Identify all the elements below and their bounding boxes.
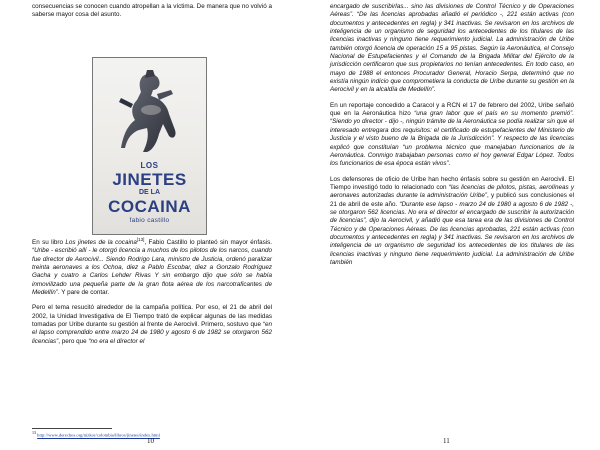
quotation: “una gran labor que el país en su momento premió”. “Siendo yo director - dijo -, ningún trámite de la Aeronáutica se podía realizar sin que el interesado entregara dos requisitos: el certificado de estupefacientes del Ministerio de Justicia y el visto bueno de la Brigada de la Jurisdicción”. Y respecto de las licencias explicó que constituían “un problema técnico que manejaban funcionarios de la Aeronáutica. Conmigo trabajaban personas como el hoy general Edgar López. Todos los funcionarios de esa época están vivos”. <box>330 110 575 168</box>
text-run: , Fabio Castillo lo planteó sin mayor énfasis. <box>144 239 273 246</box>
quotation: “Durante ese lapso - marzo 24 de 1980 a agosto 6 de 1982 -, se otorgaron 562 licencias. No era el director el encargado de suscribir la autorización de licencias”, dijo la Aerocivil, y añadió que esa tarea era de las divisiones de Control Técnico y de Operaciones Aéreas. De las licencias aprobadas, 221 están activas (con documentos y antecedentes en regla) y 341 inactivas. Se revisaron en los archivos de inteligencia de un organismo de seguridad los antecedentes de los titulares de las licencias inactivas y ninguno tiene requerimiento judicial. La administración de Uribe también <box>330 200 574 266</box>
cover-title-line1: JINETES <box>112 170 187 189</box>
footnote-divider <box>32 428 112 429</box>
page-number: 11 <box>443 437 450 445</box>
right-page <box>300 0 600 450</box>
quotation: “las licencias de pilotos, pistas, aerolíneas y aeronaves autorizadas durante la administración Uribe” <box>330 183 574 200</box>
book-title-citation: Los jinetes de la cocaina <box>65 239 137 246</box>
book-cover-image <box>92 57 207 235</box>
footnote <box>32 430 160 439</box>
page-number: 10 <box>147 437 154 445</box>
cover-pretitle: LOS <box>140 161 159 170</box>
paragraph <box>330 176 574 268</box>
quotation: “Uribe - escribió allí - le otorgó licencia a muchos de los pilotos de los narcos, cuando fue director de Aerocivil... Siendo Rodrigo Lara, ministro de Justicia, ordenó paralizar treinta aeronaves a los Ochoa, diez a Pablo Escobar, diez a Gonzalo Rodríguez Gacha y cuatro a Carlos Lehder Rivas Y sin embargo dijo que sólo se había inmovilizado una pequeña parte de la gran flota aérea de los narcotraficantes de Medellín” <box>32 247 272 297</box>
footnote-ref-number: 13 <box>138 236 144 242</box>
text-run: Los defensores de oficio de Uribe han hecho énfasis sobre su gestión en Aerocivil. El Tiempo investigó todo lo relacionado con <box>330 175 574 191</box>
text-run: . Y pare de contar. <box>57 289 110 297</box>
text-run: En su libro <box>32 239 66 246</box>
footnote-number: 13 <box>32 430 36 435</box>
footnote-link[interactable]: http://www.derechos.org/nizkor/colombia/libros/jinetes/index.html <box>37 432 160 438</box>
cover-title-line2: DE LA <box>139 189 160 196</box>
text-run: Pero el tema resucitó alrededor de la campaña política. Por eso, el 21 de abril del 2002, la Unidad Investigativa de El Tiempo trató de explicar algunas de las medidas tomadas por Uribe durante su gestión al frente de Aerocivil. Primero, sostuvo que <box>32 304 272 329</box>
cover-title-line3: COCAINA <box>108 197 191 216</box>
paragraph <box>32 304 272 346</box>
quotation: encargado de suscribirlas... sino las divisiones de Control Técnico y de Operaciones Aéreas”. “De las licencias aprobadas añadió el periódico -, 221 están activas (con documentos y antecedentes en regla) y 341 inactivas. Se revisaron en los archivos de inteligencia de un organismo de seguridad los antecedentes de los titulares de las licencias inactivas y ninguno tiene requerimiento judicial. La administración de Uribe también otorgó licencia de operación 15 a 95 pistas. Según la Aeronáutica, el Consejo Nacional de Estupefacientes y el Comando de la Brigada Militar del Ejército de la jurisdicción certificaron que sus propietarios no tenían antecedentes. En todo caso, en mayo de 1988 el entonces Procurador General, Horacio Serpa, determinó que no existía ningún indicio que comprometiera la conducta de Uribe durante su gestión en la Aerocivil y en la alcaldía de Medellín”. <box>330 3 574 94</box>
rider-illustration-icon <box>113 70 185 154</box>
paragraph <box>32 236 273 297</box>
footnote-reference[interactable]: [13] <box>136 236 145 242</box>
paragraph <box>330 3 574 95</box>
quotation: “no era el director el <box>88 337 145 345</box>
left-main-text <box>32 236 273 346</box>
paragraph: consecuencias se conocen cuando atropellan a la víctima. De manera que no volvió a saberse mayor cosa del asunto. <box>32 3 272 19</box>
paragraph <box>330 102 574 169</box>
quotation: “en el lapso comprendido entre marzo 24 de 1980 y agosto 6 de 1982 se otorgaron 562 licencias” <box>32 321 272 345</box>
left-top-paragraph <box>32 3 272 20</box>
right-main-text <box>330 3 574 267</box>
text-run: En un reportaje concedido a Caracol y a RCN el 17 de febrero del 2002, Uribe señaló que en la Aeronáutica hizo <box>330 101 574 118</box>
text-run: , y publicó sus conclusiones el 21 de abril de este año. <box>330 192 574 208</box>
text-run: , pero que <box>58 337 89 345</box>
cover-author: fabio castillo <box>129 217 170 224</box>
